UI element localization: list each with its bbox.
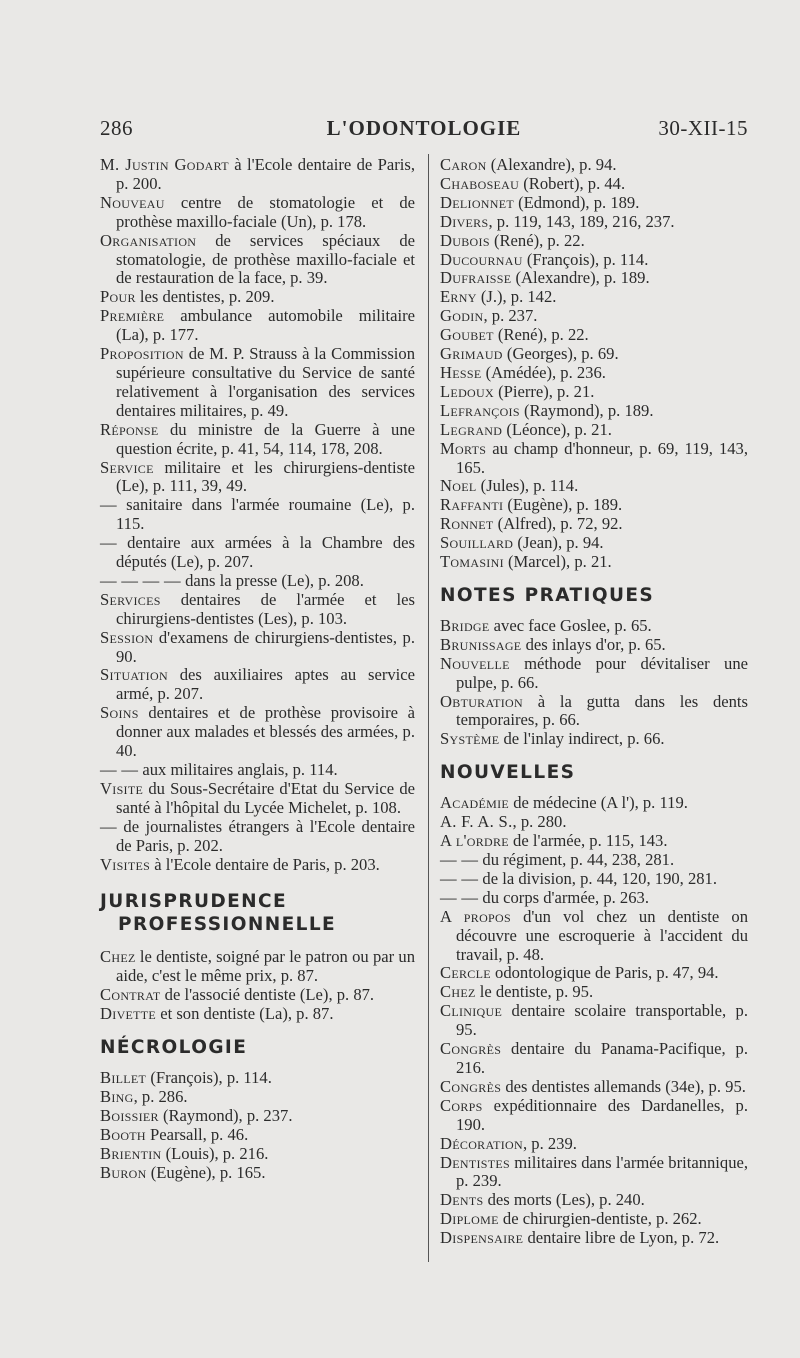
index-entry-text: militaires dans l'armée britannique, p. 239. xyxy=(456,1152,748,1191)
index-entry-text: (Alexandre), p. 94. xyxy=(486,155,617,174)
index-entry-key: Visites xyxy=(100,854,151,874)
index-entry xyxy=(440,889,748,908)
index-entry xyxy=(440,730,748,749)
index-entry-key: Dents xyxy=(440,1190,484,1210)
index-entry-key: — xyxy=(100,816,117,836)
index-entry xyxy=(100,818,415,856)
index-entry-text: méthode pour dévitaliser une pulpe, p. 66. xyxy=(456,653,748,692)
index-entry-text: des auxiliaires aptes au service armé, p. 207. xyxy=(116,665,415,704)
index-entry xyxy=(440,870,748,889)
index-entry-key: Visite xyxy=(100,778,144,798)
index-entry-text: , p. 286. xyxy=(133,1086,188,1106)
right-entries-notes xyxy=(440,617,748,749)
index-entry xyxy=(100,1126,415,1145)
index-entry xyxy=(440,908,748,965)
index-entry xyxy=(440,1229,748,1248)
index-entry xyxy=(440,1154,748,1192)
index-entry xyxy=(440,496,748,515)
index-entry xyxy=(100,1088,415,1107)
index-entry-text: centre de stomatologie et de prothèse maxillo-faciale (Un), p. 178. xyxy=(116,192,415,231)
index-entry-text: (Jules), p. 114. xyxy=(476,476,579,496)
index-entry xyxy=(440,553,748,572)
index-entry-key: Boissier xyxy=(100,1105,159,1125)
index-entry-text: (Robert), p. 44. xyxy=(519,173,626,193)
index-entry-key: Congrès xyxy=(440,1076,502,1096)
left-entries-general xyxy=(100,156,415,874)
index-entry xyxy=(440,636,748,655)
index-entry-text: ambulance automobile militaire (La), p. 177. xyxy=(116,306,415,345)
index-entry xyxy=(100,345,415,421)
index-entry-text: de l'armée, p. 115, 143. xyxy=(508,831,668,851)
index-entry-key: Corps xyxy=(440,1095,483,1115)
index-entry xyxy=(100,307,415,345)
index-entry-key: Première xyxy=(100,306,165,326)
index-entry xyxy=(440,477,748,496)
index-entry-key: Organisation xyxy=(100,230,197,250)
index-entry-text: à la gutta dans les dents temporaires, p. 66. xyxy=(456,691,748,730)
index-entry xyxy=(440,251,748,270)
index-entry-key: Divette xyxy=(100,1004,157,1024)
index-entry-text: dans la presse (Le), p. 208. xyxy=(180,570,364,590)
index-entry-key: Congrès xyxy=(440,1039,502,1059)
index-entry-key: Raffanti xyxy=(440,495,504,515)
index-entry-key: Contrat xyxy=(100,985,161,1005)
index-entry-text: dentaire aux armées à la Chambre des députés (Le), p. 207. xyxy=(116,533,415,572)
index-entry-text: (Georges), p. 69. xyxy=(502,344,619,364)
index-entry-key: Académie xyxy=(440,793,510,813)
index-entry-text: (Léonce), p. 21. xyxy=(502,419,612,439)
index-entry xyxy=(440,1210,748,1229)
index-entry-text: , p. 237. xyxy=(483,306,538,326)
index-entry-text: militaire et les chirurgiens-dentiste (Le), p. 111, 39, 49. xyxy=(116,457,415,496)
index-entry-key: Chez xyxy=(100,947,136,967)
index-entry xyxy=(100,780,415,818)
index-entry xyxy=(440,440,748,478)
index-entry xyxy=(440,194,748,213)
index-entry xyxy=(440,156,748,175)
index-entry-key: Dentistes xyxy=(440,1152,511,1172)
index-entry-text: dentaires de l'armée et les chirurgiens-dentistes (Les), p. 103. xyxy=(116,589,415,628)
index-entry-key: Legrand xyxy=(440,419,503,439)
index-entry-key: Morts xyxy=(440,438,487,458)
index-entry xyxy=(100,1145,415,1164)
index-entry-text: des inlays d'or, p. 65. xyxy=(521,634,666,654)
index-entry-text: dentaires et de prothèse provisoire à donner aux malades et blessés des armées, p. 40. xyxy=(116,703,415,761)
index-entry-key: Décoration xyxy=(440,1133,523,1153)
index-entry-key: Bing xyxy=(100,1086,134,1106)
index-entry xyxy=(440,534,748,553)
index-entry xyxy=(440,1040,748,1078)
index-entry xyxy=(440,1078,748,1097)
index-entry-key: Ledoux xyxy=(440,381,494,401)
index-entry xyxy=(440,383,748,402)
index-entry-key: A. F. A. S. xyxy=(440,812,513,832)
index-entry-text: (René), p. 22. xyxy=(489,230,585,250)
index-entry-key: — xyxy=(100,495,117,515)
index-entry-text: expéditionnaire des Dardanelles, p. 190. xyxy=(456,1095,748,1134)
index-entry-key: Delionnet xyxy=(440,192,514,212)
index-entry-text: à l'Ecole dentaire de Paris, p. 203. xyxy=(150,854,380,874)
index-entry xyxy=(440,515,748,534)
right-column xyxy=(440,156,748,1248)
index-entry xyxy=(440,307,748,326)
index-entry-key: Clinique xyxy=(440,1001,503,1021)
index-entry xyxy=(440,655,748,693)
left-column xyxy=(100,156,415,1183)
index-entry-text: d'un vol chez un dentiste on découvre une escroquerie à l'accident du travail, p. 48. xyxy=(456,906,748,964)
index-entry xyxy=(100,572,415,591)
section-heading-notes-pratiques: NOTES PRATIQUES xyxy=(440,584,655,606)
index-entry xyxy=(440,794,748,813)
index-entry-key: Dubois xyxy=(440,230,490,250)
page-number: 286 xyxy=(100,116,133,140)
index-entry-key: Obturation xyxy=(440,691,523,711)
index-entry-text: d'examens de chirurgiens-dentistes, p. 90. xyxy=(116,627,415,666)
right-entries-nouvelles xyxy=(440,794,748,1248)
index-entry-text: de M. P. Strauss à la Commission supérieure consultative du Service de santé relativement à l'organisation des services dentaires militaires, p. 49. xyxy=(116,344,415,420)
index-entry-key: Hesse xyxy=(440,362,482,382)
index-entry-key: A l'ordre xyxy=(440,831,509,851)
index-entry xyxy=(440,402,748,421)
index-entry-text: dentaire scolaire transportable, p. 95. xyxy=(456,1001,748,1040)
index-entry-text: de journalistes étrangers à l'Ecole dentaire de Paris, p. 202. xyxy=(116,816,415,855)
index-entry-key: Ronnet xyxy=(440,514,494,534)
index-entry-key: Système xyxy=(440,729,500,749)
index-entry-text: dentaire libre de Lyon, p. 72. xyxy=(523,1228,720,1248)
index-entry-key: Situation xyxy=(100,665,168,685)
index-entry-key: Diplome xyxy=(440,1209,499,1229)
index-entry-text: , p. 280. xyxy=(512,812,567,832)
index-entry-key: Pour xyxy=(100,287,136,307)
index-entry-key: Goubet xyxy=(440,325,494,345)
index-entry-text: (Jean), p. 94. xyxy=(513,533,604,553)
index-entry xyxy=(100,856,415,875)
index-entry-key: Session xyxy=(100,627,154,647)
index-entry-key: — — xyxy=(440,850,479,869)
index-entry-text: (François), p. 114. xyxy=(146,1068,272,1088)
index-entry xyxy=(440,617,748,636)
index-entry xyxy=(100,156,415,194)
index-entry-key: Nouvelle xyxy=(440,653,510,673)
index-entry-key: Grimaud xyxy=(440,344,503,364)
index-entry-text: (Louis), p. 216. xyxy=(161,1143,269,1163)
index-entry-key: Brunissage xyxy=(440,634,522,654)
index-entry-text: du régiment, p. 44, 238, 281. xyxy=(478,850,675,869)
index-entry-text: (J.), p. 142. xyxy=(476,287,557,307)
index-entry-text: à l'Ecole dentaire de Paris, p. 200. xyxy=(116,155,415,193)
left-entries-necrologie xyxy=(100,1069,415,1182)
index-entry xyxy=(100,761,415,780)
index-entry-text: sanitaire dans l'armée roumaine (Le), p. 115. xyxy=(116,495,415,534)
index-entry xyxy=(440,175,748,194)
index-entry-key: Dufraisse xyxy=(440,268,512,288)
section-heading-nouvelles: NOUVELLES xyxy=(440,762,576,784)
index-entry-text: du ministre de la Guerre à une question écrite, p. 41, 54, 114, 178, 208. xyxy=(116,419,415,458)
index-entry-key: — — xyxy=(100,760,139,779)
index-entry-text: (Eugène), p. 165. xyxy=(146,1162,266,1182)
index-entry-text: aux militaires anglais, p. 114. xyxy=(138,760,338,779)
index-entry-text: (François), p. 114. xyxy=(522,249,649,269)
index-entry-key: Noel xyxy=(440,476,477,496)
index-entry-key: Cercle xyxy=(440,963,491,983)
index-entry xyxy=(100,459,415,497)
index-entry xyxy=(440,851,748,870)
index-entry xyxy=(440,213,748,232)
index-entry-key: Chez xyxy=(440,982,476,1002)
index-entry-text: du Sous-Secrétaire d'Etat du Service de santé à l'hôpital du Lycée Michelet, p. 108. xyxy=(116,778,415,817)
index-entry-text: (René), p. 22. xyxy=(493,325,589,345)
index-entry-key: Lefrançois xyxy=(440,400,520,420)
index-entry xyxy=(440,832,748,851)
index-entry xyxy=(100,1005,415,1024)
index-entry-text: de médecine (A l'), p. 119. xyxy=(509,793,688,813)
index-entry xyxy=(440,983,748,1002)
index-entry xyxy=(440,269,748,288)
running-header xyxy=(100,116,748,144)
index-entry xyxy=(100,496,415,534)
index-entry-key: Réponse xyxy=(100,419,159,439)
index-entry xyxy=(440,364,748,383)
index-entry-text: , p. 119, 143, 189, 216, 237. xyxy=(488,211,675,231)
index-entry-key: Nouveau xyxy=(100,192,165,212)
left-entries-jurisprudence xyxy=(100,948,415,1024)
index-entry-text: (Marcel), p. 21. xyxy=(503,552,612,572)
index-entry-key: Service xyxy=(100,457,154,477)
index-entry xyxy=(100,288,415,307)
index-entry-text: (Raymond), p. 189. xyxy=(519,400,654,420)
index-entry-key: Erny xyxy=(440,287,477,307)
index-entry xyxy=(440,1135,748,1154)
index-entry xyxy=(440,421,748,440)
column-divider xyxy=(428,154,429,1262)
index-entry-key: Services xyxy=(100,589,161,609)
index-entry-key: Buron xyxy=(100,1162,147,1182)
index-entry xyxy=(440,1191,748,1210)
index-entry-key: — — xyxy=(440,887,479,907)
index-entry-text: les dentistes, p. 209. xyxy=(135,287,275,307)
index-entry-key: Billet xyxy=(100,1068,147,1088)
index-entry-key: Bridge xyxy=(440,615,490,635)
index-entry-text: de la division, p. 44, 120, 190, 281. xyxy=(478,868,718,888)
index-entry-key: Brientin xyxy=(100,1143,162,1163)
index-entry-text: le dentiste, soigné par le patron ou par un aide, c'est le même prix, p. 87. xyxy=(116,947,415,986)
index-entry-text: le dentiste, p. 95. xyxy=(475,982,594,1002)
index-entry-text: de l'inlay indirect, p. 66. xyxy=(499,729,665,749)
index-entry-text: des dentistes allemands (34e), p. 95. xyxy=(501,1076,746,1096)
index-entry-key: — — — — xyxy=(100,570,181,590)
index-entry-text: , p. 239. xyxy=(522,1133,577,1153)
index-entry-key: Soins xyxy=(100,703,139,723)
index-entry xyxy=(440,1002,748,1040)
index-entry xyxy=(100,591,415,629)
index-entry-text: au champ d'honneur, p. 69, 119, 143, 165. xyxy=(456,438,748,477)
index-entry-text: dentaire du Panama-Pacifique, p. 216. xyxy=(456,1039,748,1077)
index-entry-text: de chirurgien-dentiste, p. 262. xyxy=(498,1209,702,1229)
index-entry xyxy=(100,1069,415,1088)
index-entry xyxy=(440,813,748,832)
section-heading-necrologie: NÉCROLOGIE xyxy=(100,1037,248,1059)
index-entry-text: de services spéciaux de stomatologie, de prothèse maxillo-faciale et de restauration de la face, p. 39. xyxy=(116,230,415,288)
journal-title: L'ODONTOLOGIE xyxy=(326,116,522,140)
right-entries-necrologie xyxy=(440,156,748,572)
index-entry xyxy=(100,1107,415,1126)
index-entry-text: Pearsall, p. 46. xyxy=(145,1124,249,1144)
index-entry xyxy=(100,1164,415,1183)
index-entry xyxy=(100,194,415,232)
index-entry-key: Divers xyxy=(440,211,489,231)
index-entry-key: Dispensaire xyxy=(440,1228,524,1248)
index-entry xyxy=(100,232,415,289)
index-entry-text: (Alfred), p. 72, 92. xyxy=(493,514,623,534)
index-entry-key: Caron xyxy=(440,155,487,174)
index-entry-key: M. Justin Godart xyxy=(100,155,229,174)
index-entry-text: et son dentiste (La), p. 87. xyxy=(156,1004,334,1024)
index-entry-key: Godin xyxy=(440,306,484,326)
index-entry-key: Souillard xyxy=(440,533,514,553)
index-entry xyxy=(100,666,415,704)
index-entry xyxy=(440,326,748,345)
issue-date: 30-XII-15 xyxy=(658,116,748,140)
index-entry-text: de l'associé dentiste (Le), p. 87. xyxy=(160,985,375,1005)
index-entry-text: (Eugène), p. 189. xyxy=(503,495,623,515)
index-entry-text: (Pierre), p. 21. xyxy=(493,381,595,401)
index-entry-key: — — xyxy=(440,868,479,888)
index-entry-key: Booth xyxy=(100,1124,146,1144)
index-entry-text: avec face Goslee, p. 65. xyxy=(489,615,652,635)
index-entry-text: du corps d'armée, p. 263. xyxy=(478,887,649,907)
index-entry-text: (Raymond), p. 237. xyxy=(158,1105,293,1125)
index-entry-key: Proposition xyxy=(100,344,184,364)
index-entry xyxy=(440,693,748,731)
index-entry xyxy=(100,704,415,761)
index-entry xyxy=(440,345,748,364)
index-entry-key: — xyxy=(100,533,117,553)
index-entry-key: Tomasini xyxy=(440,552,504,572)
index-entry xyxy=(100,534,415,572)
index-entry xyxy=(100,986,415,1005)
index-entry-text: odontologique de Paris, p. 47, 94. xyxy=(490,963,719,983)
index-entry xyxy=(100,421,415,459)
section-heading-jurisprudence: JURISPRUDENCE PROFESSIONNELLE xyxy=(100,891,337,936)
index-entry xyxy=(100,629,415,667)
index-entry-key: Chaboseau xyxy=(440,173,520,193)
index-entry-text: (Amédée), p. 236. xyxy=(481,362,606,382)
index-entry xyxy=(100,948,415,986)
index-entry-text: des morts (Les), p. 240. xyxy=(483,1190,645,1210)
index-entry-key: A propos xyxy=(440,906,511,926)
index-entry xyxy=(440,1097,748,1135)
index-entry xyxy=(440,288,748,307)
index-entry xyxy=(440,232,748,251)
index-entry-text: (Alexandre), p. 189. xyxy=(511,268,650,288)
index-entry-text: (Edmond), p. 189. xyxy=(514,192,640,212)
index-entry-key: Ducournau xyxy=(440,249,523,269)
index-entry xyxy=(440,964,748,983)
